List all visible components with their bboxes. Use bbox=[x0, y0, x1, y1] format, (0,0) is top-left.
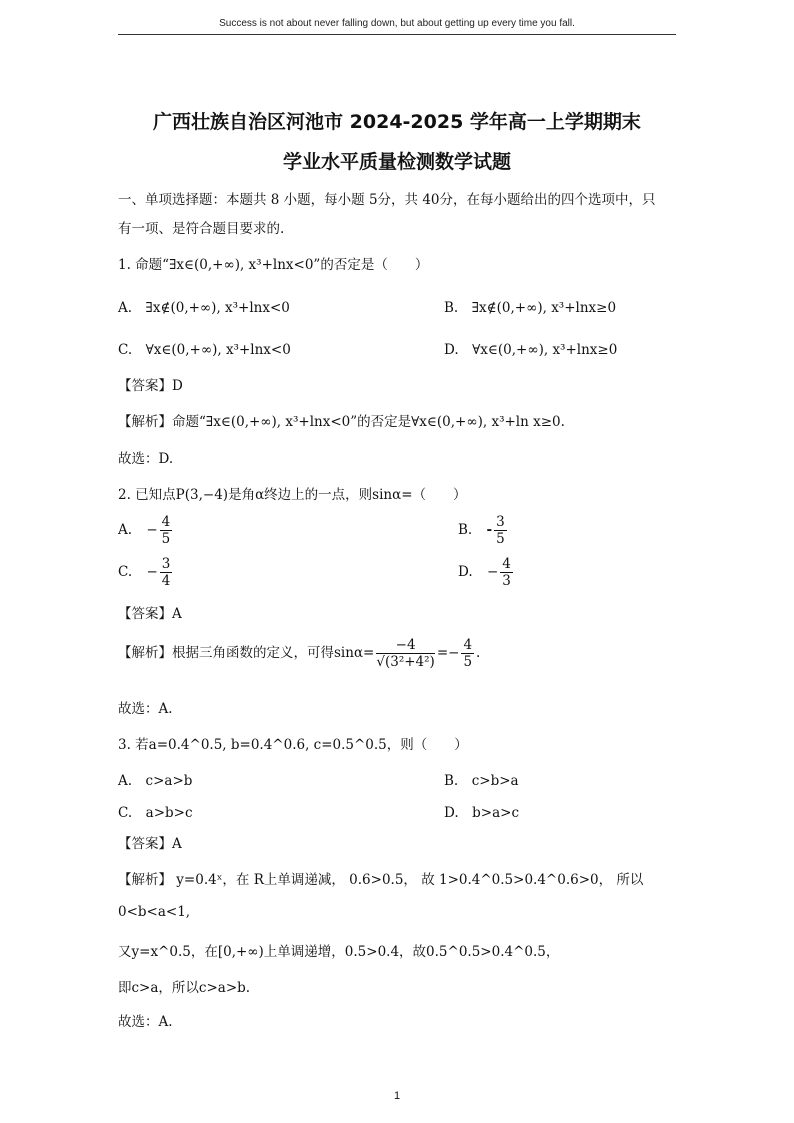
q1-answer: 【答案】D bbox=[118, 378, 183, 394]
q1-stem: 1. 命题“∃x∈(0,+∞), x³+lnx<0”的否定是（ ） bbox=[118, 257, 429, 273]
q3-option-b: B. c>b>a bbox=[444, 773, 519, 789]
q2-option-c-fraction bbox=[160, 556, 173, 589]
q2-analysis-equals: =− bbox=[436, 645, 460, 661]
q3-analysis-line4: 即c>a，所以c>a>b. bbox=[118, 980, 251, 996]
q1-option-d: D. ∀x∈(0,+∞), x³+lnx≥0 bbox=[444, 342, 618, 358]
q3-stem: 3. 若a=0.4^0.5, b=0.4^0.6, c=0.5^0.5，则（ ） bbox=[118, 737, 468, 753]
q2-option-b-fraction bbox=[494, 514, 507, 547]
page-header-quote: Success is not about never falling down, but about getting up every time you fall. bbox=[219, 18, 575, 29]
numerator: 4 bbox=[161, 514, 171, 530]
q2-option-c bbox=[118, 556, 174, 589]
q2-option-c-sign: − bbox=[146, 564, 158, 580]
q3-option-c: C. a>b>c bbox=[118, 805, 193, 821]
q1-option-b: B. ∃x∉(0,+∞), x³+lnx≥0 bbox=[444, 300, 617, 316]
q2-analysis bbox=[118, 637, 480, 670]
numerator: −4 bbox=[376, 637, 434, 654]
numerator: 3 bbox=[496, 514, 505, 530]
document-title-line2: 学业水平质量检测数学试题 bbox=[282, 151, 511, 173]
q3-analysis-line3: 又y=x^0.5，在[0,+∞)上单调递增，0.5>0.4，故0.5^0.5>0.4^0.5， bbox=[118, 944, 560, 960]
q1-conclusion: 故选：D. bbox=[118, 451, 174, 467]
q2-option-a bbox=[118, 514, 174, 547]
document-title-line1: 广西壮族自治区河池市 2024-2025 学年高一上学期期末 bbox=[153, 111, 641, 133]
denominator: 5 bbox=[463, 654, 473, 670]
q2-option-d-sign: − bbox=[486, 564, 499, 580]
q2-conclusion: 故选：A. bbox=[118, 701, 173, 717]
q3-option-d: D. b>a>c bbox=[444, 805, 520, 821]
denominator: 4 bbox=[161, 573, 171, 589]
q2-option-a-sign: − bbox=[146, 522, 158, 538]
q3-conclusion: 故选：A. bbox=[118, 1014, 173, 1030]
numerator: 4 bbox=[502, 556, 511, 572]
q1-option-a: A. ∃x∉(0,+∞), x³+lnx<0 bbox=[118, 300, 290, 316]
section-instructions-line1: 一、单项选择题：本题共 8 小题，每小题 5分，共 40分，在每小题给出的四个选项中，只 bbox=[118, 192, 656, 208]
header-rule bbox=[118, 34, 676, 35]
q3-analysis-line2: 0<b<a<1, bbox=[118, 904, 191, 920]
q2-option-d-label: D. bbox=[458, 564, 473, 580]
denominator: 5 bbox=[496, 531, 505, 547]
denominator: √(3²+4²) bbox=[376, 654, 435, 670]
q2-analysis-fraction-result bbox=[461, 637, 474, 670]
q2-stem: 2. 已知点P(3,−4)是角α终边上的一点，则sinα=（ ） bbox=[118, 487, 467, 503]
q2-option-b-label: B. bbox=[458, 522, 473, 538]
q2-option-a-label: A. bbox=[118, 522, 133, 538]
q2-answer: 【答案】A bbox=[118, 606, 182, 622]
q2-option-d bbox=[458, 556, 515, 589]
q3-option-a: A. c>a>b bbox=[118, 773, 193, 789]
section-instructions-line2: 有一项、是符合题目要求的. bbox=[118, 221, 285, 237]
denominator: 5 bbox=[161, 531, 171, 547]
q2-analysis-text: 【解析】根据三角函数的定义，可得sinα= bbox=[118, 645, 375, 661]
q3-answer: 【答案】A bbox=[118, 836, 182, 852]
denominator: 3 bbox=[502, 573, 511, 589]
q2-analysis-end: . bbox=[476, 645, 481, 661]
q2-option-c-label: C. bbox=[118, 564, 133, 580]
q1-option-c: C. ∀x∈(0,+∞), x³+lnx<0 bbox=[118, 342, 291, 358]
q2-option-b bbox=[458, 514, 509, 547]
q3-analysis-line1: 【解析】 y=0.4ˣ，在 R上单调递减， 0.6>0.5， 故 1>0.4^0.5>0.4^0.6>0， 所以 bbox=[118, 872, 644, 888]
q2-option-a-fraction bbox=[160, 514, 173, 547]
q1-analysis: 【解析】命题“∃x∈(0,+∞), x³+lnx<0”的否定是∀x∈(0,+∞), x³+ln x≥0. bbox=[118, 414, 565, 430]
q2-option-d-fraction bbox=[500, 556, 513, 589]
numerator: 3 bbox=[161, 556, 171, 572]
page-number: 1 bbox=[393, 1090, 401, 1102]
q2-option-b-sign: - bbox=[486, 522, 493, 538]
q2-analysis-fraction bbox=[376, 637, 434, 670]
numerator: 4 bbox=[463, 637, 473, 653]
